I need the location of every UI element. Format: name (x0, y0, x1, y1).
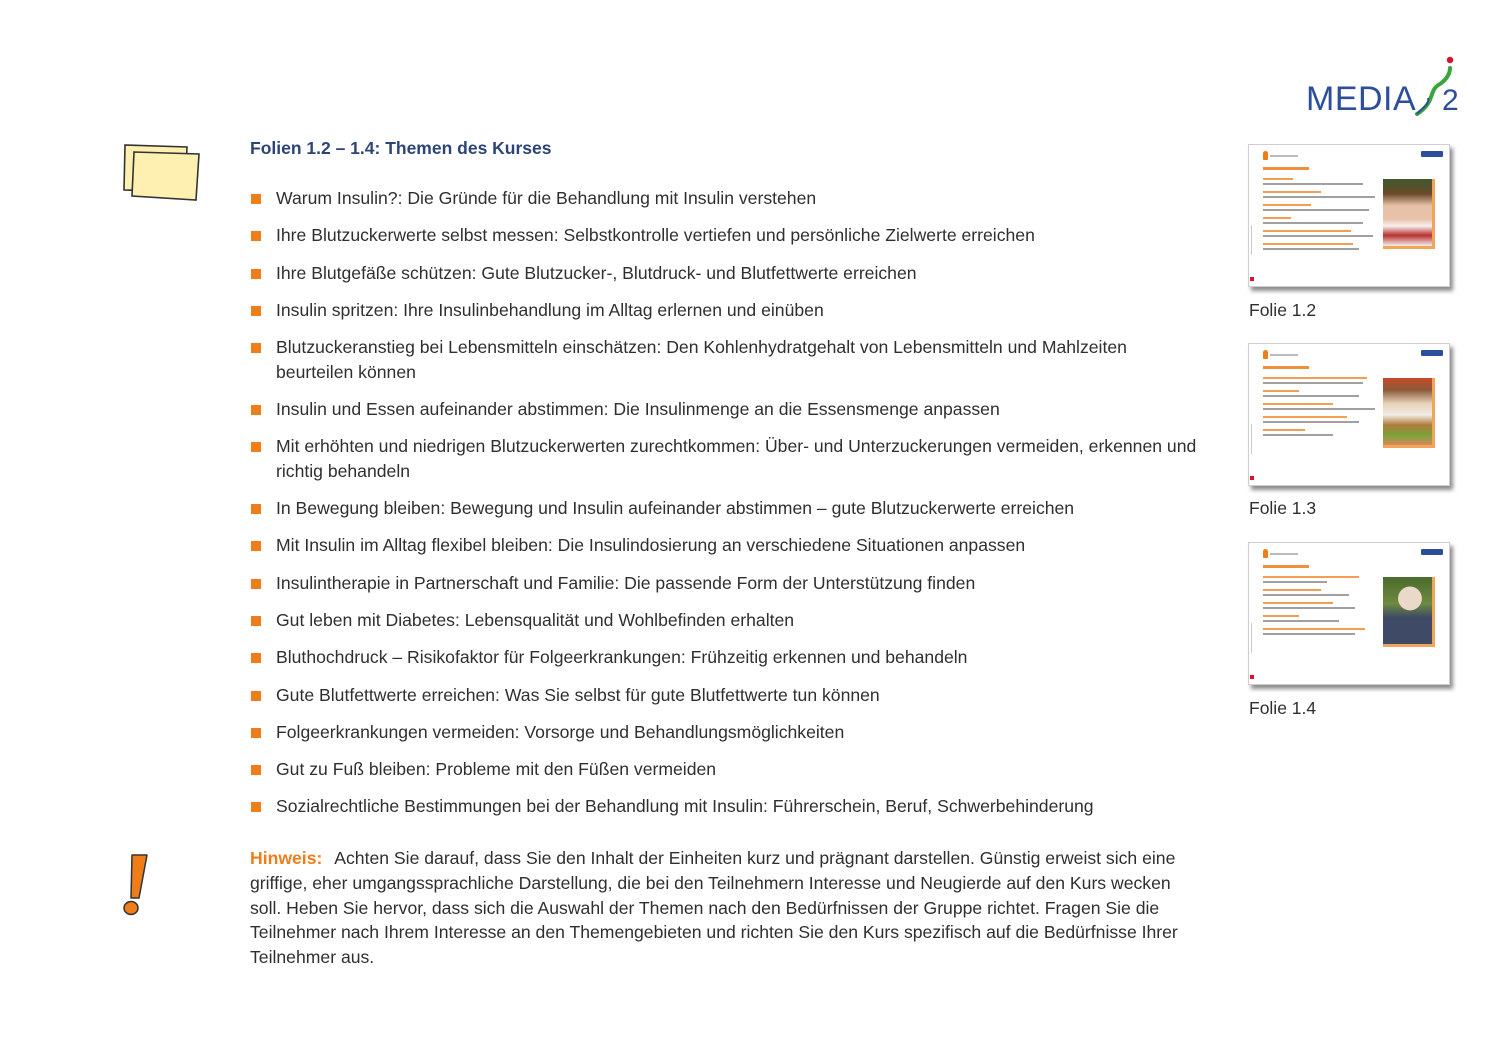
topic-text: Insulintherapie in Partnerschaft und Familie: Die passende Form der Unterstützung finden (276, 572, 976, 593)
topic-item (250, 794, 1200, 819)
topic-item (250, 720, 1200, 745)
svg-text:2: 2 (1442, 84, 1459, 117)
bullet-icon (251, 269, 261, 279)
bullet-icon (251, 579, 261, 589)
svg-text:MEDIA: MEDIA (1306, 80, 1417, 118)
topic-item (250, 496, 1200, 521)
bullet-icon (251, 541, 261, 551)
bullet-icon (251, 653, 261, 663)
topic-text: Ihre Blutzuckerwerte selbst messen: Selbstkontrolle vertiefen und persönliche Zielwerte erreichen (276, 225, 1035, 246)
topic-text: Ihre Blutgefäße schützen: Gute Blutzucker-, Blutdruck- und Blutfettwerte erreichen (276, 262, 917, 283)
bullet-icon (251, 194, 261, 204)
topic-item (250, 683, 1200, 708)
topic-item (250, 645, 1200, 670)
slide-caption: Folie 1.3 (1249, 498, 1317, 518)
topic-item (250, 571, 1200, 596)
topic-item (250, 223, 1200, 248)
topic-text: Gut zu Fuß bleiben: Probleme mit den Füßen vermeiden (276, 759, 717, 780)
topic-text: Gut leben mit Diabetes: Lebensqualität und Wohlbefinden erhalten (276, 609, 795, 630)
hint-text: Achten Sie darauf, dass Sie den Inhalt der Einheiten kurz und prägnant darstellen. Günstig erweist sich eine griffige, eher umgangssprachliche Darstellung, die bei den Teilnehmern Interesse und Neugierde auf den Kurs wecken soll. Heben Sie hervor, dass sich die Auswahl der Themen nach den Bedürfnissen der Gruppe richtet. Fragen Sie die Teilnehmer nach Ihrem Interesse an den Themengebieten und richten Sie den Kurs spezifisch auf die Bedürfnisse Ihrer Teilnehmer aus. (250, 848, 1178, 968)
hint-label: Hinweis: (250, 848, 323, 868)
mini-logo-icon (1421, 350, 1443, 356)
topic-text: Blutzuckeranstieg bei Lebensmitteln einschätzen: Den Kohlenhydratgehalt von Lebensmitteln und Mahlzeiten beurteilen können (276, 337, 1127, 382)
exclamation-icon (118, 852, 152, 918)
slide-caption: Folie 1.2 (1249, 300, 1317, 320)
topic-item (250, 397, 1200, 422)
topic-item (250, 186, 1200, 211)
topic-text: Folgeerkrankungen vermeiden: Vorsorge und Behandlungsmöglichkeiten (276, 721, 845, 742)
flame-icon (1263, 350, 1268, 359)
bullet-icon (251, 616, 261, 626)
topic-item (250, 298, 1200, 323)
older-man-smiling-photo (1383, 577, 1435, 647)
bullet-icon (251, 343, 261, 353)
topic-text: Mit erhöhten und niedrigen Blutzuckerwerten zurechtkommen: Über- und Unterzuckerungen vermeiden, erkennen und richtig behandeln (276, 436, 1197, 481)
hint-paragraph (250, 846, 1205, 970)
man-at-dinner-table-photo (1383, 378, 1435, 448)
flame-icon (1263, 151, 1268, 160)
topic-text: Bluthochdruck – Risikofaktor für Folgeerkrankungen: Frühzeitig erkennen und behandeln (276, 647, 968, 668)
topic-text: Sozialrechtliche Bestimmungen bei der Behandlung mit Insulin: Führerschein, Beruf, Schwerbehinderung (276, 796, 1094, 817)
topic-text: In Bewegung bleiben: Bewegung und Insulin aufeinander abstimmen – gute Blutzuckerwerte erreichen (276, 498, 1075, 519)
bullet-icon (251, 802, 261, 812)
topic-list (250, 186, 1200, 832)
mini-logo-icon (1421, 549, 1443, 555)
slide-caption: Folie 1.4 (1249, 698, 1317, 718)
topic-item (250, 335, 1200, 384)
topic-text: Insulin und Essen aufeinander abstimmen: Die Insulinmenge an die Essensmenge anpassen (276, 398, 1000, 419)
logo-figure-icon (1304, 54, 1464, 118)
slide-thumbnail-1-3 (1248, 343, 1450, 486)
section-title: Folien 1.2 – 1.4: Themen des Kurses (250, 138, 552, 158)
topic-text: Insulin spritzen: Ihre Insulinbehandlung im Alltag erlernen und einüben (276, 299, 824, 320)
bullet-icon (251, 765, 261, 775)
medias2-logo (1304, 54, 1464, 118)
topic-item (250, 533, 1200, 558)
bullet-icon (251, 306, 261, 316)
bullet-icon (251, 728, 261, 738)
slide-thumbnail-1-4 (1248, 542, 1450, 685)
topic-text: Mit Insulin im Alltag flexibel bleiben: Die Insulindosierung an verschiedene Situationen anpassen (276, 535, 1026, 556)
slide-thumbnail-1-2 (1248, 144, 1450, 287)
mini-logo-icon (1421, 151, 1443, 157)
topic-text: Gute Blutfettwerte erreichen: Was Sie selbst für gute Blutfettwerte tun können (276, 684, 880, 705)
flame-icon (1263, 549, 1268, 558)
slides-notes-icon (122, 142, 202, 204)
bullet-icon (251, 504, 261, 514)
topic-item (250, 434, 1200, 483)
bullet-icon (251, 442, 261, 452)
topic-item (250, 608, 1200, 633)
woman-on-phone-photo (1383, 179, 1435, 249)
topic-item (250, 757, 1200, 782)
topic-item (250, 261, 1200, 286)
topic-text: Warum Insulin?: Die Gründe für die Behandlung mit Insulin verstehen (276, 188, 817, 208)
bullet-icon (251, 691, 261, 701)
bullet-icon (251, 405, 261, 415)
bullet-icon (251, 231, 261, 241)
